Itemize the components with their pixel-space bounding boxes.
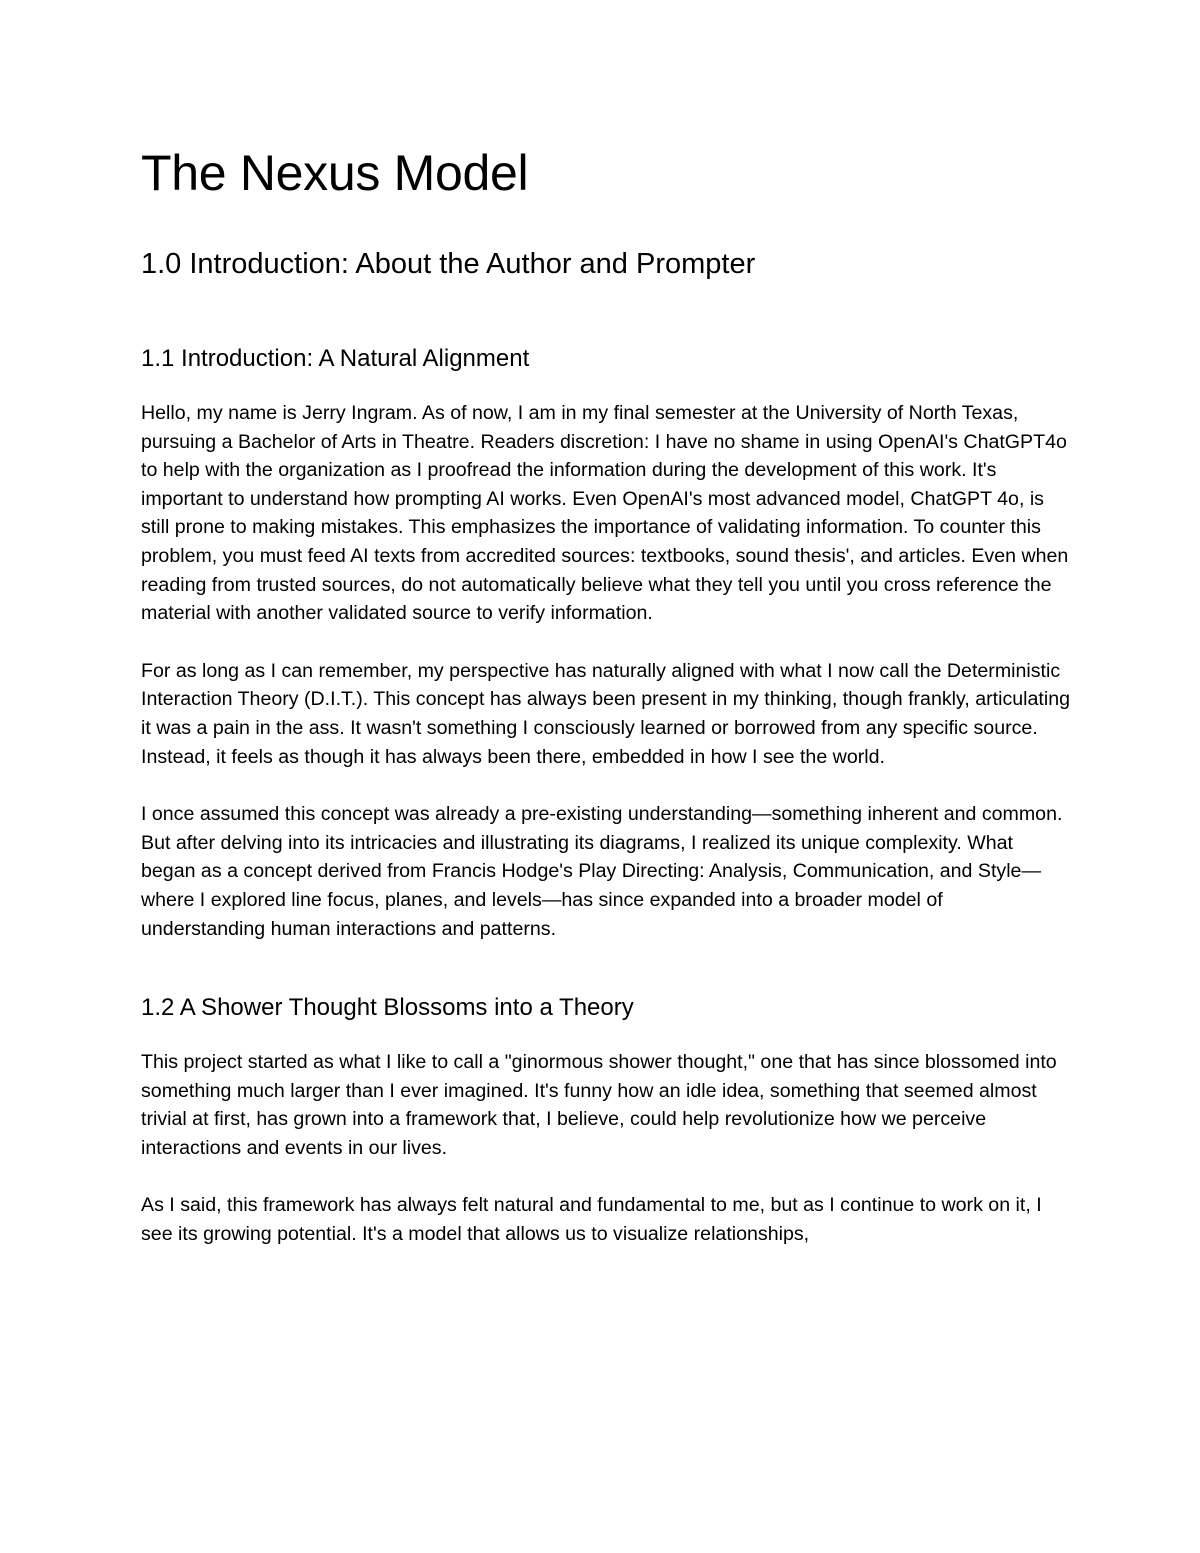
document-title: The Nexus Model <box>141 145 529 201</box>
document-body <box>141 140 1071 1249</box>
paragraph: This project started as what I like to call a "ginormous shower thought," one that has since blossomed into something much larger than I ever imagined. It's funny how an idle idea, something that seemed almost trivial at first, has grown into a framework that, I believe, could help revolutionize how we perceive interactions and events in our lives. <box>141 1051 1057 1159</box>
section-heading-1-0: 1.0 Introduction: About the Author and Prompter <box>141 248 756 280</box>
section-heading-1-2: 1.2 A Shower Thought Blossoms into a Theory <box>141 994 634 1022</box>
paragraph: I once assumed this concept was already a pre-existing understanding—something inherent and common. But after delving into its intricacies and illustrating its diagrams, I realized its unique complexity. What began as a concept derived from Francis Hodge's Play Directing: Analysis, Communication, and Style—where I explored line focus, planes, and levels—has since expanded into a broader model of understanding human interactions and patterns. <box>141 803 1063 940</box>
section-heading-1-1: 1.1 Introduction: A Natural Alignment <box>141 345 530 372</box>
paragraph: As I said, this framework has always felt natural and fundamental to me, but as I continue to work on it, I see its growing potential. It's a model that allows us to visualize relationships, <box>141 1194 1042 1246</box>
paragraph: For as long as I can remember, my perspective has naturally aligned with what I now call the Deterministic Interaction Theory (D.I.T.). This concept has always been present in my thinking, though frankly, articulating it was a pain in the ass. It wasn't something I consciously learned or borrowed from any specific source. Instead, it feels as though it has always been there, embedded in how I see the world. <box>141 659 1070 768</box>
paragraph: Hello, my name is Jerry Ingram. As of now, I am in my final semester at the University of North Texas, pursuing a Bachelor of Arts in Theatre. Readers discretion: I have no shame in using OpenAI's ChatGPT4o to help with the organization as I proofread the information during the development of this work. It's important to understand how prompting AI works. Even OpenAI's most advanced model, ChatGPT 4o, is still prone to making mistakes. This emphasizes the importance of validating information. To counter this problem, you must feed AI texts from accredited sources: textbooks, sound thesis', and articles. Even when reading from trusted sources, do not automatically believe what they tell you until you cross reference the material with another validated source to verify information. <box>141 402 1069 625</box>
